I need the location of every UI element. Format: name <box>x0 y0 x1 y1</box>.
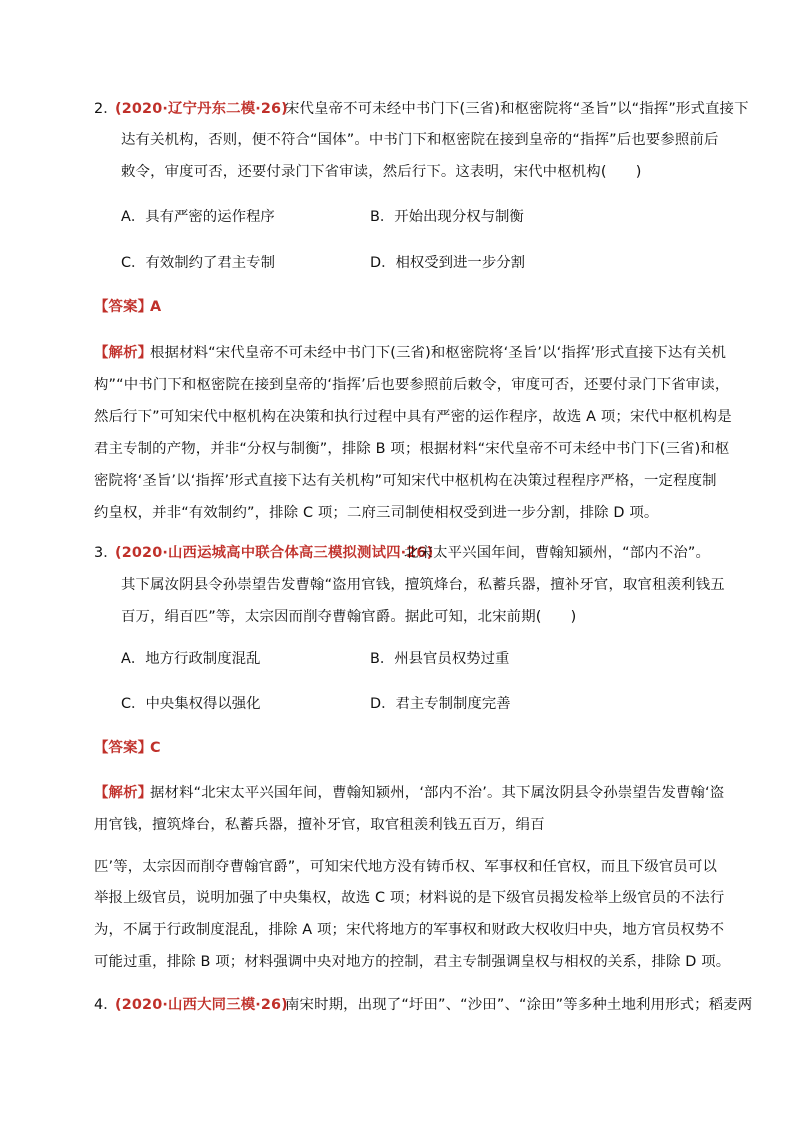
question-3-analysis-line-2 <box>0 813 794 837</box>
question-2-stem-2: 达有关机构，否则，便不符合“国体”。中书门下和枢密院在接到皇帝的“指挥”后也要参照前后 <box>121 132 719 148</box>
question-2-analysis-line-5 <box>0 469 794 493</box>
question-2-line-3 <box>0 160 794 184</box>
question-2-stem-1: 宋代皇帝不可未经中书门下(三省)和枢密院将“圣旨”以“指挥”形式直接下 <box>285 101 749 117</box>
analysis-text: 密院将‘圣旨’以‘指挥’形式直接下达有关机构”可知宋代中枢机构在决策过程程序严格，一定程度制 <box>94 473 717 489</box>
question-3-analysis-line-5 <box>0 918 794 942</box>
question-2-option-d: D．相权受到进一步分割 <box>370 255 525 271</box>
question-2-option-b: B．开始出现分权与制衡 <box>370 209 524 225</box>
question-2-stem-3: 敕令，审度可否，还要付录门下省审读，然后行下。这表明，宋代中枢机构( ) <box>121 164 642 180</box>
analysis-text: 根据材料“宋代皇帝不可未经中书门下(三省)和枢密院将‘圣旨’以‘指挥’形式直接下达有关机 <box>150 345 727 361</box>
question-2-source: (2020·辽宁丹东二模·26) <box>115 101 288 117</box>
question-3-analysis-line-1 <box>0 781 794 805</box>
analysis-text: 为，不属于行政制度混乱，排除 A 项；宋代将地方的军事权和财政大权收归中央，地方官员权势不 <box>94 922 725 938</box>
question-4-line-1 <box>0 993 794 1017</box>
answer-label: 【答案】 <box>94 740 153 756</box>
question-3-stem-1: 北宋太平兴国年间，曹翰知颍州，“部内不治”。 <box>404 545 711 561</box>
analysis-text: 据材料“北宋太平兴国年间，曹翰知颍州，‘部内不治’。其下属汝阴县令孙崇望告发曹翰‘盗 <box>150 785 725 801</box>
analysis-text: 用官钱，擅筑烽台，私蓄兵器，擅补牙官，取官租羡利钱五百万，绢百 <box>94 817 545 833</box>
question-4-source: (2020·山西大同三模·26) <box>115 997 288 1013</box>
question-2-option-c: C．有效制约了君主专制 <box>121 255 275 271</box>
answer-label: 【答案】 <box>94 299 153 315</box>
question-3-option-c: C．中央集权得以强化 <box>121 696 261 712</box>
analysis-text: 约皇权，并非“有效制约”，排除 C 项；二府三司制使相权受到进一步分割，排除 D 项。 <box>94 505 659 521</box>
analysis-text: 然后行下”可知宋代中枢机构在决策和执行过程中具有严密的运作程序，故选 A 项；宋代中枢机构是 <box>94 409 732 425</box>
answer-value: A <box>150 299 162 315</box>
question-3-option-a: A．地方行政制度混乱 <box>121 651 261 667</box>
analysis-label: 【解析】 <box>94 345 153 361</box>
question-3-line-3 <box>0 605 794 629</box>
question-3-source: (2020·山西运城高中联合体高三模拟测试四·26) <box>115 545 434 561</box>
analysis-text: 举报上级官员，说明加强了中央集权，故选 C 项；材料说的是下级官员揭发检举上级官员的不法行 <box>94 890 725 906</box>
question-4-stem-1: 南宋时期，出现了“圩田”、“沙田”、“涂田”等多种土地利用形式；稻麦两 <box>285 997 753 1013</box>
question-3-stem-3: 百万，绢百匹”等，太宗因而削夺曹翰官爵。据此可知，北宋前期( ) <box>121 609 577 625</box>
question-3-answer <box>0 736 794 760</box>
analysis-text: 可能过重，排除 B 项；材料强调中央对地方的控制，君主专制强调皇权与相权的关系，排除 D 项。 <box>94 954 731 970</box>
question-2-analysis-line-3 <box>0 405 794 429</box>
question-2-line-1 <box>0 97 794 121</box>
question-2-analysis-line-2 <box>0 373 794 397</box>
question-4-number: 4． <box>94 997 118 1013</box>
question-3-analysis-line-6 <box>0 950 794 974</box>
analysis-label: 【解析】 <box>94 785 153 801</box>
question-3-analysis-line-4 <box>0 886 794 910</box>
question-3-option-d: D．君主专制制度完善 <box>370 696 511 712</box>
question-2-answer <box>0 295 794 319</box>
question-2-analysis-line-4 <box>0 437 794 461</box>
question-3-stem-2: 其下属汝阴县令孙崇望告发曹翰“盗用官钱，擅筑烽台，私蓄兵器，擅补牙官，取官租羡利钱五 <box>121 577 725 593</box>
question-3-option-b: B．州县官员权势过重 <box>370 651 510 667</box>
question-2-line-2 <box>0 128 794 152</box>
question-2-number: 2． <box>94 101 118 117</box>
answer-value: C <box>150 740 161 756</box>
analysis-text: 匹’等，太宗因而削夺曹翰官爵”，可知宋代地方没有铸币权、军事权和任官权，而且下级官员可以 <box>94 859 718 875</box>
question-3-number: 3． <box>94 545 118 561</box>
question-3-analysis-line-3 <box>0 855 794 879</box>
analysis-text: 君主专制的产物，并非“分权与制衡”，排除 B 项；根据材料“宋代皇帝不可未经中书门下(三省)和枢 <box>94 441 730 457</box>
question-2-analysis-line-1 <box>0 341 794 365</box>
question-3-line-2 <box>0 573 794 597</box>
question-3-line-1 <box>0 541 794 565</box>
question-2-analysis-line-6 <box>0 501 794 525</box>
analysis-text: 构”“中书门下和枢密院在接到皇帝的‘指挥’后也要参照前后敕令，审度可否，还要付录门下省审读， <box>94 377 730 393</box>
question-2-option-a: A．具有严密的运作程序 <box>121 209 275 225</box>
